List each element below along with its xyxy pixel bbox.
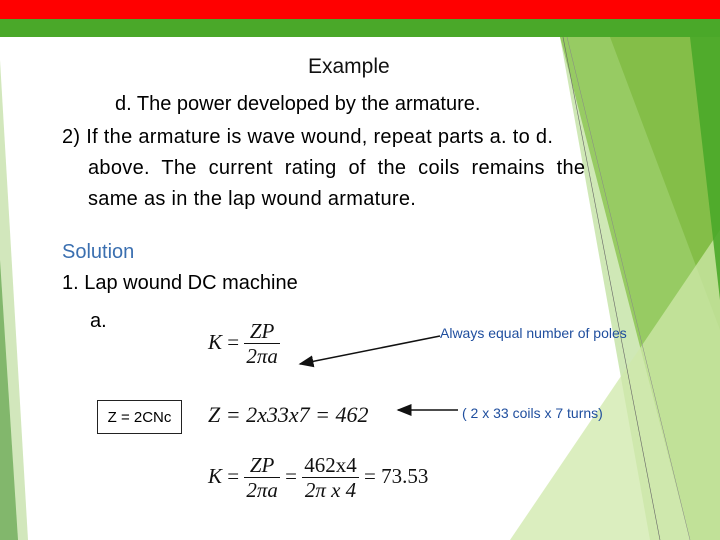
z-formula: Z = 2x33x7 = 462	[208, 402, 369, 427]
item-a-label: a.	[90, 310, 107, 332]
part2-line2: above. The current rating of the coils remains the	[88, 157, 586, 179]
solution-heading: Solution	[62, 241, 135, 263]
poles-annotation: Always equal number of poles	[440, 325, 627, 341]
poles-arrow	[300, 336, 440, 364]
part2-line1: 2) If the armature is wave wound, repeat parts a. to d.	[62, 126, 554, 148]
k-result-formula: K = $\frac{ZP}{2\pi a}$ = $\frac{462x4}{\text{2π x 4}}$ = 73.53	[208, 453, 429, 503]
z-label-box: Z = 2CNc	[97, 400, 182, 434]
turns-annotation: ( 2 x 33 coils x 7 turns)	[462, 405, 603, 421]
part2-line3: same as in the lap wound armature.	[88, 188, 417, 210]
slide-title: Example	[308, 55, 390, 78]
part-d-text: d. The power developed by the armature.	[115, 93, 481, 115]
lap-wound-heading: 1. Lap wound DC machine	[62, 272, 298, 294]
k-formula: K = $\frac{ZP}{2\pi a}$	[208, 319, 278, 369]
